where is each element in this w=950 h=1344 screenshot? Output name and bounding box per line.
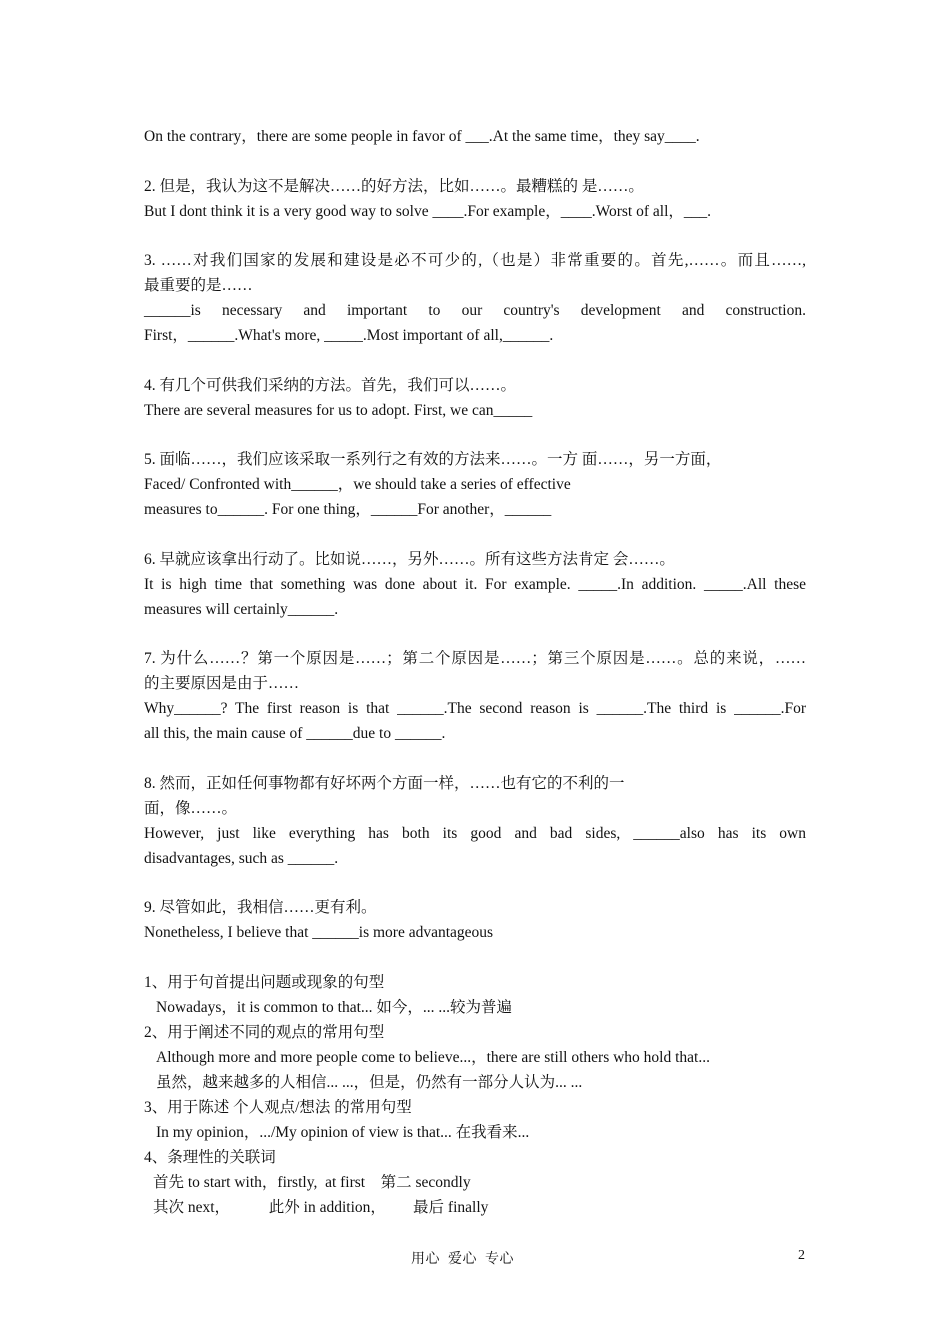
section-4-line-2: 其次 next， 此外 in addition， 最后 finally	[153, 1198, 489, 1216]
item-4-english: There are several measures for us to adopt. First, we can_____	[144, 401, 533, 419]
item-5-chinese: 5. 面临……，我们应该采取一系列行之有效的方法来……。一方 面……，另一方面，	[144, 451, 722, 468]
item-8-chinese-line-2: 面，像……。	[144, 799, 238, 817]
item-6-chinese: 6. 早就应该拿出行动了。比如说……，另外……。所有这些方法肯定 会……。	[144, 550, 675, 568]
section-2-line-1: Although more and more people come to believe...，there are still others who hold that...	[156, 1048, 710, 1066]
item-8-english-line-1: However, just like everything has both its good and bad sides, ______also has its own	[144, 824, 806, 842]
page-content	[144, 124, 806, 1220]
item-8-english-line-2: disadvantages, such as ______.	[144, 849, 339, 867]
item-3-chinese-line-2: 最重要的是……	[144, 277, 253, 294]
section-4-line-1: 首先 to start with，firstly, at first 第二 secondly	[153, 1173, 471, 1191]
item-7-chinese-line-2: 的主要原因是由于……	[144, 675, 300, 692]
section-2-line-2: 虽然，越来越多的人相信... ...，但是，仍然有一部分人认为... ...	[156, 1073, 583, 1091]
page-number: 2	[798, 1248, 805, 1263]
intro-line: On the contrary，there are some people in favor of ___.At the same time，they say____.	[144, 128, 700, 145]
item-7-chinese-line-1: 7. 为什么……？第一个原因是……；第二个原因是……；第三个原因是……。总的来说，……	[144, 650, 806, 667]
section-2-heading: 2、用于阐述不同的观点的常用句型	[144, 1023, 385, 1041]
section-1-heading: 1、用于句首提出问题或现象的句型	[144, 973, 385, 991]
item-4-chinese: 4. 有几个可供我们采纳的方法。首先，我们可以……。	[144, 376, 517, 394]
item-6-english-line-1: It is high time that something was done about it. For example. _____.In addition. _____.All these	[144, 575, 806, 593]
item-5-english-line-1: Faced/ Confronted with______，we should take a series of effective	[144, 476, 571, 493]
section-1-line-1: Nowadays，it is common to that... 如今，... ...较为普遍	[156, 998, 513, 1016]
section-3-heading: 3、用于陈述 个人观点/想法 的常用句型	[144, 1098, 412, 1116]
item-6-english-line-2: measures will certainly______.	[144, 600, 339, 618]
footer-motto: 用心 爱心 专心	[411, 1252, 514, 1267]
section-3-line-1: In my opinion，.../My opinion of view is that... 在我看来...	[156, 1123, 530, 1141]
item-9-english: Nonetheless, I believe that ______is more advantageous	[144, 924, 494, 941]
section-4-heading: 4、条理性的关联词	[144, 1148, 276, 1166]
item-8-chinese-line-1: 8. 然而，正如任何事物都有好坏两个方面一样，……也有它的不利的一	[144, 774, 625, 792]
item-2-chinese: 2. 但是，我认为这不是解决……的好方法，比如……。最糟糕的 是……。	[144, 177, 644, 195]
item-3-chinese-line-1: 3. ……对我们国家的发展和建设是必不可少的,（也是）非常重要的。首先,……。而且……,	[144, 252, 806, 269]
item-9-chinese: 9. 尽管如此，我相信……更有利。	[144, 899, 377, 916]
item-7-english-line-2: all this, the main cause of ______due to ______.	[144, 725, 446, 742]
item-3-english-line-1: ______is necessary and important to our country's development and construction.	[144, 302, 806, 319]
item-2-english: But I dont think it is a very good way to solve ____.For example，____.Worst of all，___.	[144, 202, 712, 220]
item-7-english-line-1: Why______? The first reason is that ______.The second reason is ______.The third is ______.For	[144, 700, 806, 717]
item-5-english-line-2: measures to______. For one thing，______For another，______	[144, 501, 552, 518]
item-3-english-line-2: First，______.What's more, _____.Most important of all,______.	[144, 327, 554, 344]
